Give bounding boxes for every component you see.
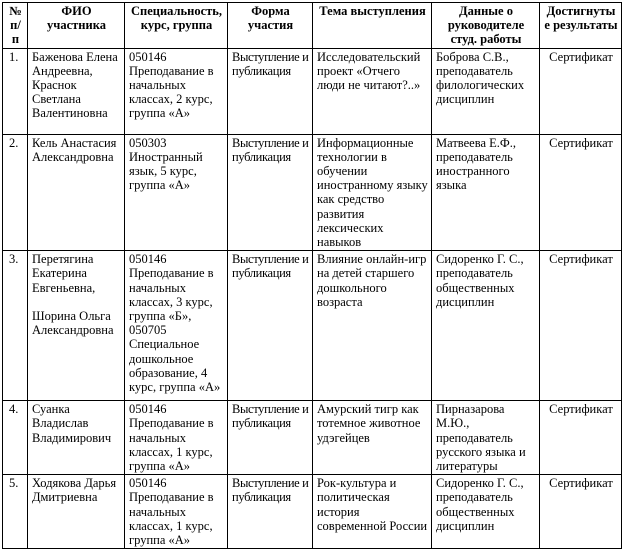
row-name: Баженова Елена Андреевна, Краснок Светлана Валентиновна [28,48,125,134]
row-supervisor: Пирназарова М.Ю., преподаватель русского языка и литературы [432,401,540,475]
header-num: № п/ п [3,3,28,49]
row-supervisor: Сидоренко Г. С., преподаватель общественных дисциплин [432,475,540,549]
row-name: Суанка Владислав Владимирович [28,401,125,475]
table-row [3,401,622,475]
row-name: Ходякова Дарья Дмитриевна [28,475,125,549]
row-num: 1. [3,48,28,134]
row-specialty: 050303 Иностранный язык, 5 курс, группа «А» [125,134,228,251]
row-name-first: Перетягина Екатерина Евгеньевна, [32,252,96,295]
row-topic: Исследовательский проект «Отчего люди не читают?..» [313,48,432,134]
row-supervisor: Матвеева Е.Ф., преподаватель иностранного языка [432,134,540,251]
row-num: 3. [3,251,28,401]
table-row [3,251,622,401]
row-results: Сертификат [540,251,622,401]
row-specialty [125,251,228,401]
row-name-second: Шорина Ольга Александровна [32,308,114,338]
row-num: 2. [3,134,28,251]
row-form: Выступление и публикация [228,134,313,251]
header-specialty: Специальность, курс, группа [125,3,228,49]
row-specialty: 050146 Преподавание в начальных классах, 1 курс, группа «А» [125,475,228,549]
row-results: Сертификат [540,48,622,134]
row-specialty-second: 050705 Специальное дошкольное образование, 4 курс, группа «А» [129,323,221,395]
table-row [3,134,622,251]
header-row [3,3,622,49]
row-form: Выступление и публикация [228,48,313,134]
header-results: Достигнутые результаты [540,3,622,49]
header-name: ФИО участника [28,3,125,49]
participants-table-wrapper [2,2,622,549]
participants-table [2,2,622,549]
row-form: Выступление и публикация [228,401,313,475]
row-form: Выступление и публикация [228,475,313,549]
row-supervisor: Сидоренко Г. С., преподаватель общественных дисциплин [432,251,540,401]
row-results: Сертификат [540,134,622,251]
row-name: Кель Анастасия Александровна [28,134,125,251]
row-num: 5. [3,475,28,549]
table-row [3,475,622,549]
row-specialty: 050146 Преподавание в начальных классах, 2 курс, группа «А» [125,48,228,134]
row-name [28,251,125,401]
row-results: Сертификат [540,475,622,549]
header-topic: Тема выступления [313,3,432,49]
row-topic: Амурский тигр как тотемное животное удэгейцев [313,401,432,475]
row-specialty-first: 050146 Преподавание в начальных классах, 3 курс, группа «Б», [129,252,214,324]
row-topic: Информационные технологии в обучении иностранному языку как средство развития лексических навыков [313,134,432,251]
row-topic: Влияние онлайн-игр на детей старшего дошкольного возраста [313,251,432,401]
row-supervisor: Боброва С.В., преподаватель филологических дисциплин [432,48,540,134]
header-supervisor: Данные о руководителе студ. работы [432,3,540,49]
row-specialty: 050146 Преподавание в начальных классах, 1 курс, группа «А» [125,401,228,475]
table-row [3,48,622,134]
header-form: Форма участия [228,3,313,49]
row-topic: Рок-культура и политическая история современной России [313,475,432,549]
row-form: Выступление и публикация [228,251,313,401]
row-results: Сертификат [540,401,622,475]
row-num: 4. [3,401,28,475]
